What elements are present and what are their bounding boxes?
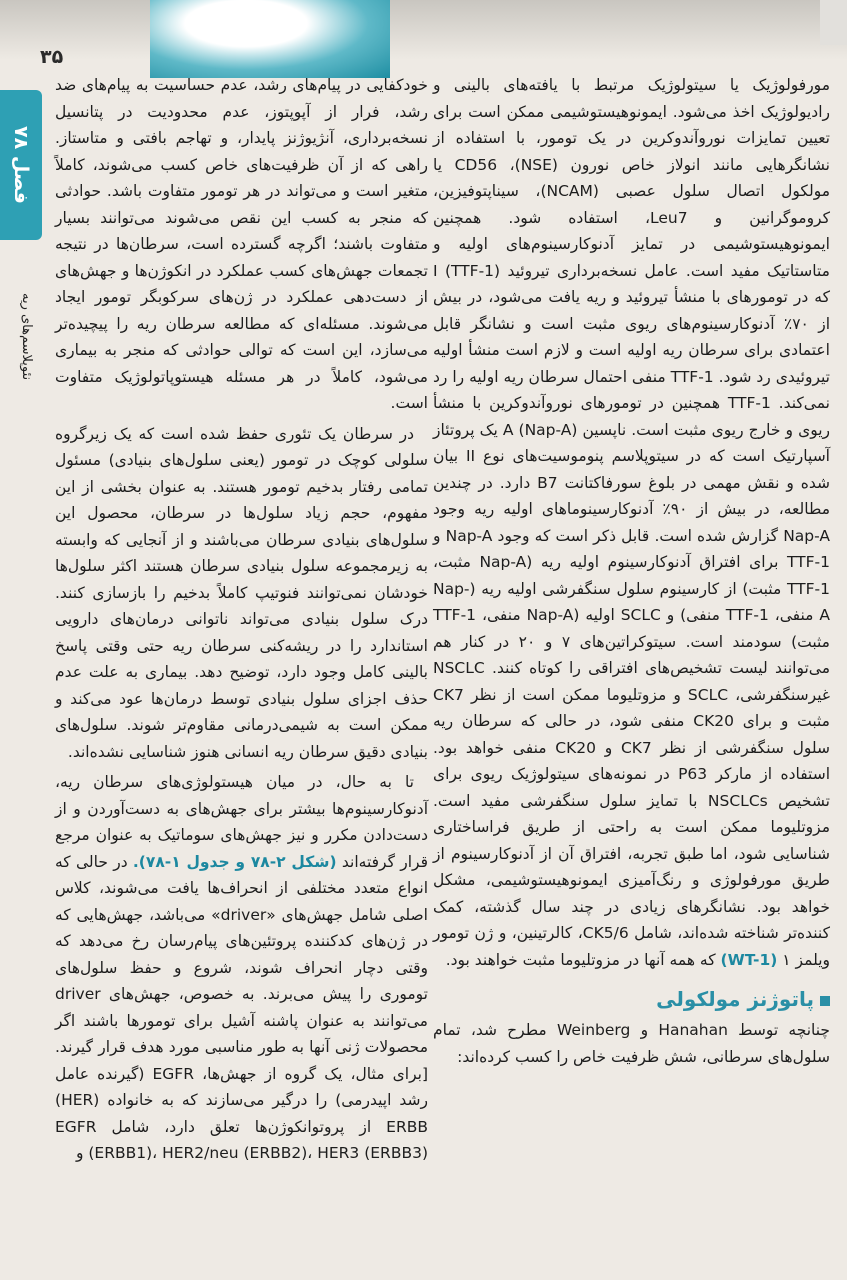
section-heading-text: پاتوژنز مولکولی xyxy=(656,987,814,1011)
chapter-tab-label: فصل ۷۸ xyxy=(10,126,32,204)
paragraph: خودکفایی در پیام‌های رشد، عدم حساسیت به پیام‌های ضد رشد، فرار از آپوپتوز، عدم محدودیت در پتانسیل نسخه‌برداری، آنژیوژنز پایدار، و تهاجم بافتی و متاستاز. راهی که از آن ظرفیت‌های خاص کسب می‌شوند، کاملاً متغیر است و می‌تواند در هر تومور متفاوت باشد. حوادثی که منجر به کسب این نقص می‌شوند می‌توانند بسیار متفاوت باشند؛ اگرچه گسترده است، سرطان‌ها در نتیجه تجمعات جهش‌های کسب عملکرد در انکوژن‌ها و جهش‌های از دست‌دهی عملکرد در ژن‌های سرکوبگر تومور ایجاد می‌شوند. مسئله‌ای که مطالعه سرطان ریه را پیچیده‌تر می‌سازد، این است که توالی حوادثی که منجر به بیماری می‌شود، کاملاً در هر مسئله هیستوپاتولوژیک متفاوت است. xyxy=(55,76,428,412)
paragraph: در سرطان یک تئوری حفظ شده است که یک زیرگروه سلولی کوچک در تومور (یعنی سلول‌های بنیادی) مسئول تمامی رفتار بدخیم تومور هستند. به عنوان بخشی از این مفهوم، حجم زیاد سلول‌ها در سرطان، محصول این سلول‌های بنیادی سرطان می‌باشند و از آنجایی که وابسته به زیرمجموعه سلول بنیادی سرطان هستند اکثر سلول‌ها خودشان نمی‌توانند فنوتیپ کاملاً بدخیم را بازسازی کنند. درک سلول بنیادی می‌تواند ناتوانی درمان‌های دارویی استاندارد را در ریشه‌کنی سرطان ریه حتی وقتی پاسخ بالینی کامل وجود دارد، توضیح دهد. بیماری به علت عدم حذف اجزای سلول بنیادی توسط درمان‌ها عود می‌کند و ممکن است به شیمی‌درمانی مقاوم‌تر شوند. سلول‌های بنیادی دقیق سرطان ریه انسانی هنوز شناسایی نشده‌اند. xyxy=(55,424,428,761)
chapter-tab xyxy=(0,90,42,240)
wt1-reference: (WT-1) xyxy=(720,950,778,969)
paragraph-text: که همه آنها در مزوتلیوما مثبت خواهند بود. xyxy=(445,950,716,969)
paragraph-text: مورفولوژیک یا سیتولوژیک مرتبط با یافته‌های بالینی و رادیولوژیک اخذ می‌شود. ایمونوهیستوشیمی ممکن است برای تعیین تمایزات نوروآندوکرین در یک تومور، با استفاده از نشانگرهایی مانند انولاز خاص نورون (NSE)، CD56 یا مولکول اتصال سلول عصبی (NCAM)، سیناپتوفیزین، کروموگرانین و Leu7، استفاده شود. همچنین ایمونوهیستوشیمی در تمایز آدنوکارسینوم‌های اولیه و متاستاتیک مفید است. عامل نسخه‌برداری تیروئید I (TTF-1) که در تومورهای با منشأ تیروئید و ریه یافت می‌شود، در بیش از ۷۰٪ آدنوکارسینوم‌های ریوی مثبت است و نشانگر قابل اعتمادی برای سرطان ریه اولیه است و لازم است منشأ اولیه تیروئیدی رد شود. TTF-1 منفی احتمال سرطان ریه اولیه را رد نمی‌کند. TTF-1 همچنین در تومورهای نوروآندوکرین با منشأ ریوی و خارج ریوی مثبت است. ناپسین A (Nap-A) یک پروتئاز آسپارتیک است که در سیتوپلاسم پنوموسیت‌های نوع II بیان شده و نقش مهمی در بلوغ سورفاکتانت B7 دارد. در چندین مطالعه، در بیش از ۹۰٪ آدنوکارسینوماهای اولیه ریه وجود Nap-A گزارش شده است. قابل ذکر است که وجود Nap-A و TTF-1 برای افتراق آدنوکارسینوم اولیه ریه (Nap-A مثبت، TTF-1 مثبت) از کارسینوم سلول سنگفرشی اولیه ریه (Nap-A منفی، TTF-1 منفی) و SCLC اولیه (Nap-A منفی، TTF-1 مثبت) سودمند است. سیتوکراتین‌های ۷ و ۲۰ در کنار هم می‌توانند لیست تشخیص‌های افتراقی را کوتاه کنند. NSCLC غیرسنگفرشی، SCLC و مزوتلیوما ممکن است از نظر CK7 مثبت و برای CK20 منفی شود، در حالی که سرطان ریه سلول سنگفرشی از نظر CK7 و CK20 منفی خواهد بود. استفاده از مارکر P63 در نمونه‌های سیتولوژیک ریوی برای تشخیص NSCLCs با تمایز سلول سنگفرشی مفید است. مزوتلیوما ممکن است به راحتی از طریق فراساختاری شناسایی شود، اما طبق تجربه، افتراق آن از آدنوکارسینوم از طریق مورفولوژی و رنگ‌آمیزی ایمونوهیستوشیمی، مشکل خواهد بود. نشانگرهای زیادی در چند سال گذشته، کمک کننده‌تر شناخته شده‌اند، شامل CK5/6، کالرتینین، و ژن تومور ویلمز ۱ xyxy=(433,76,831,969)
page-corner xyxy=(820,0,847,45)
header-artwork xyxy=(150,0,390,78)
paragraph xyxy=(55,769,428,1167)
left-column xyxy=(55,72,428,1171)
page-top-shadow xyxy=(0,0,847,60)
paragraph-text: تا به حال، در میان هیستولوژی‌های سرطان ریه، آدنوکارسینوم‌ها بیشتر برای جهش‌های به دست‌آوردن و از دست‌دادن مکرر و نیز جهش‌های سوماتیک به عنوان مرجع قرار گرفته‌اند xyxy=(55,773,428,871)
right-column xyxy=(433,72,830,1074)
figure-table-reference[interactable]: (شکل ۲-۷۸ و جدول ۱-۷۸). xyxy=(132,852,337,871)
paragraph: چنانچه توسط Hanahan و Weinberg مطرح شد، تمام سلول‌های سرطانی، شش ظرفیت خاص را کسب کرده‌اند: xyxy=(433,1021,831,1066)
paragraph xyxy=(433,72,830,973)
chapter-title: نئوپلاسم‌های ریه xyxy=(19,293,34,381)
page-number: ۳۵ xyxy=(40,46,64,68)
heading-bullet-icon xyxy=(820,996,830,1006)
paragraph-text: در حالی که انواع متعدد مختلفی از انحراف‌ها یافت می‌شوند، کلاس اصلی شامل جهش‌های «driver» می‌باشد، جهش‌هایی که در ژن‌های کدکننده پروتئین‌های پیام‌رسان رخ می‌دهد که وقتی دچار انحراف شوند، شروع و حفظ سلول‌های توموری را پیش می‌برند. به خصوص، جهش‌های driver می‌توانند به عنوان پاشنه آشیل برای تومورها باشند اگر محصولات ژنی آنها به طور مناسبی مورد هدف قرار گیرند. [برای مثال، یک گروه از جهش‌ها، EGFR (گیرنده عامل رشد اپیدرمی) را درگیر می‌سازند که به خانواده (HER) ERBB از پروتوانکوژن‌ها تعلق دارد، شامل EGFR (ERBB1)، HER2/neu (ERBB2)، HER3 (ERBB3) و xyxy=(55,852,428,1162)
section-heading xyxy=(433,985,830,1013)
